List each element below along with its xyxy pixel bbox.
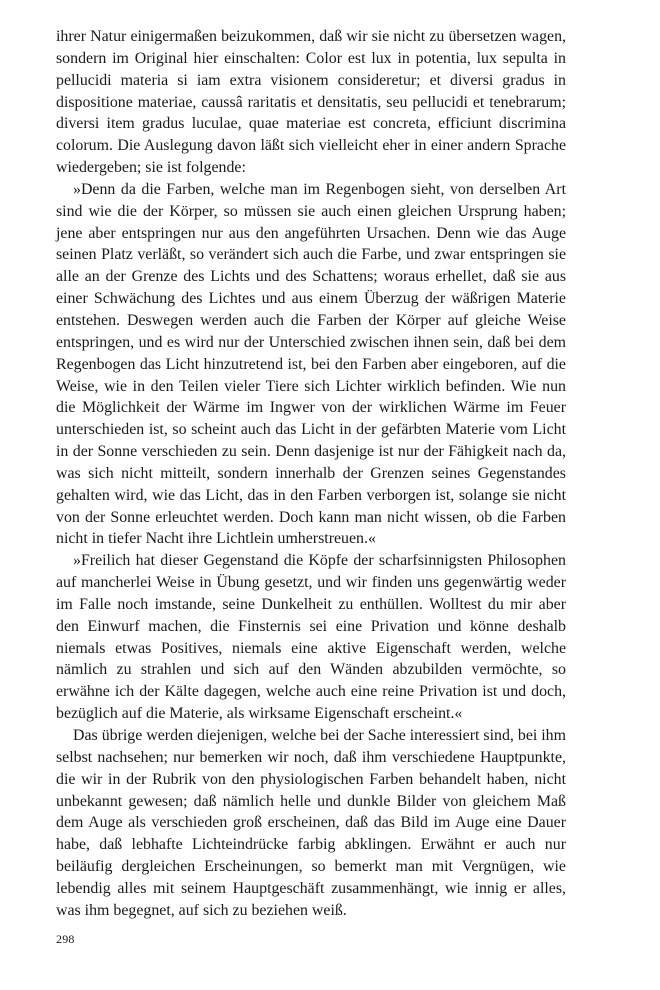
- paragraph-continuation: ihrer Natur einigermaßen beizukommen, daß wir sie nicht zu übersetzen wagen, sondern im Original hier einschalten: Color est lux in potentia, lux sepulta in pellucidi materia si iam extra visionem consideretur; et diversi gradus in dispositione materiae, caussâ raritatis et densitatis, seu pellucidi et tenebrarum; diversi item gradus luculae, quae materiae est concreta, efficiunt discrimina colorum. Die Auslegung davon läßt sich vielleicht eher in einer andern Sprache wiedergeben; sie ist folgende:: [56, 28, 566, 177]
- paragraph-philosophers-quote: »Freilich hat dieser Gegenstand die Köpfe der scharfsinnigsten Philosophen auf mancherlei Weise in Übung gesetzt, und wir finden uns gegenwärtig weder im Falle noch imstande, seine Dunkelheit zu enthüllen. Wolltest du mir aber den Einwurf machen, die Finsternis sei eine Privation und könne deshalb niemals etwas Positives, niemals eine aktive Eigenschaft werden, welche nämlich zu strahlen und sich auf den Wänden abzubilden vermöchte, so erwähne ich der Kälte dagegen, welche auch eine reine Privation ist und doch, bezüglich auf die Materie, als wirksame Eigenschaft erscheint.«: [56, 552, 566, 723]
- paragraph-closing-remarks: Das übrige werden diejenigen, welche bei der Sache interessiert sind, bei ihm selbst nachsehen; nur bemerken wir noch, daß ihm verschiedene Hauptpunkte, die wir in der Rubrik von den physiologischen Farben behandelt haben, nicht unbekannt gewesen; daß nämlich helle und dunkle Bilder von gleichem Maß dem Auge als verschieden groß erscheinen, daß das Bild im Auge eine Dauer habe, daß lebhafte Lichteindrücke farbig abklingen. Erwähnt er auch nur beiläufig dergleichen Erscheinungen, so bemerkt man mit Vergnügen, wie lebendig alles mit seinem Hauptgeschäft zusammenhängt, wie innig er alles, was ihm begegnet, auf sich zu beziehen weiß.: [56, 727, 566, 919]
- paragraph-rainbow-quote: »Denn da die Farben, welche man im Regenbogen sieht, von derselben Art sind wie die der Körper, so müssen sie auch einen gleichen Ursprung haben; jene aber entspringen nur aus den angeführten Ursachen. Denn wie das Auge seinen Platz verläßt, so verändert sich auch die Farbe, und zwar entspringen sie alle an der Grenze des Lichts und des Schattens; woraus erhellet, daß sie aus einer Schwächung des Lichtes und aus einem Überzug der wäßrigen Materie entstehen. Deswegen werden auch die Farben der Körper auf gleiche Weise entspringen, und es wird nur der Unterschied zwischen ihnen sein, daß bei dem Regenbogen das Licht hinzutretend ist, bei den Farben aber eingeboren, auf die Weise, wie in den Teilen vieler Tiere sich Lichter wirklich befinden. Wie nun die Möglichkeit der Wärme im Ingwer von der wirklichen Wärme im Feuer unterschieden ist, so scheint auch das Licht in der gefärbten Materie vom Licht in der Sonne verschieden zu sein. Denn dasjenige ist nur der Fähigkeit nach da, was sich nicht mitteilt, sondern innerhalb der Grenzen seines Gegenstandes gehalten wird, wie das Licht, das in den Farben verborgen ist, solange sie nicht von der Sonne erleuchtet werden. Doch kann man nicht wissen, ob die Farben nicht in tiefer Nacht ihre Lichtlein umherstreuen.«: [56, 180, 566, 548]
- page-number: 298: [56, 932, 75, 946]
- book-page: [56, 26, 566, 966]
